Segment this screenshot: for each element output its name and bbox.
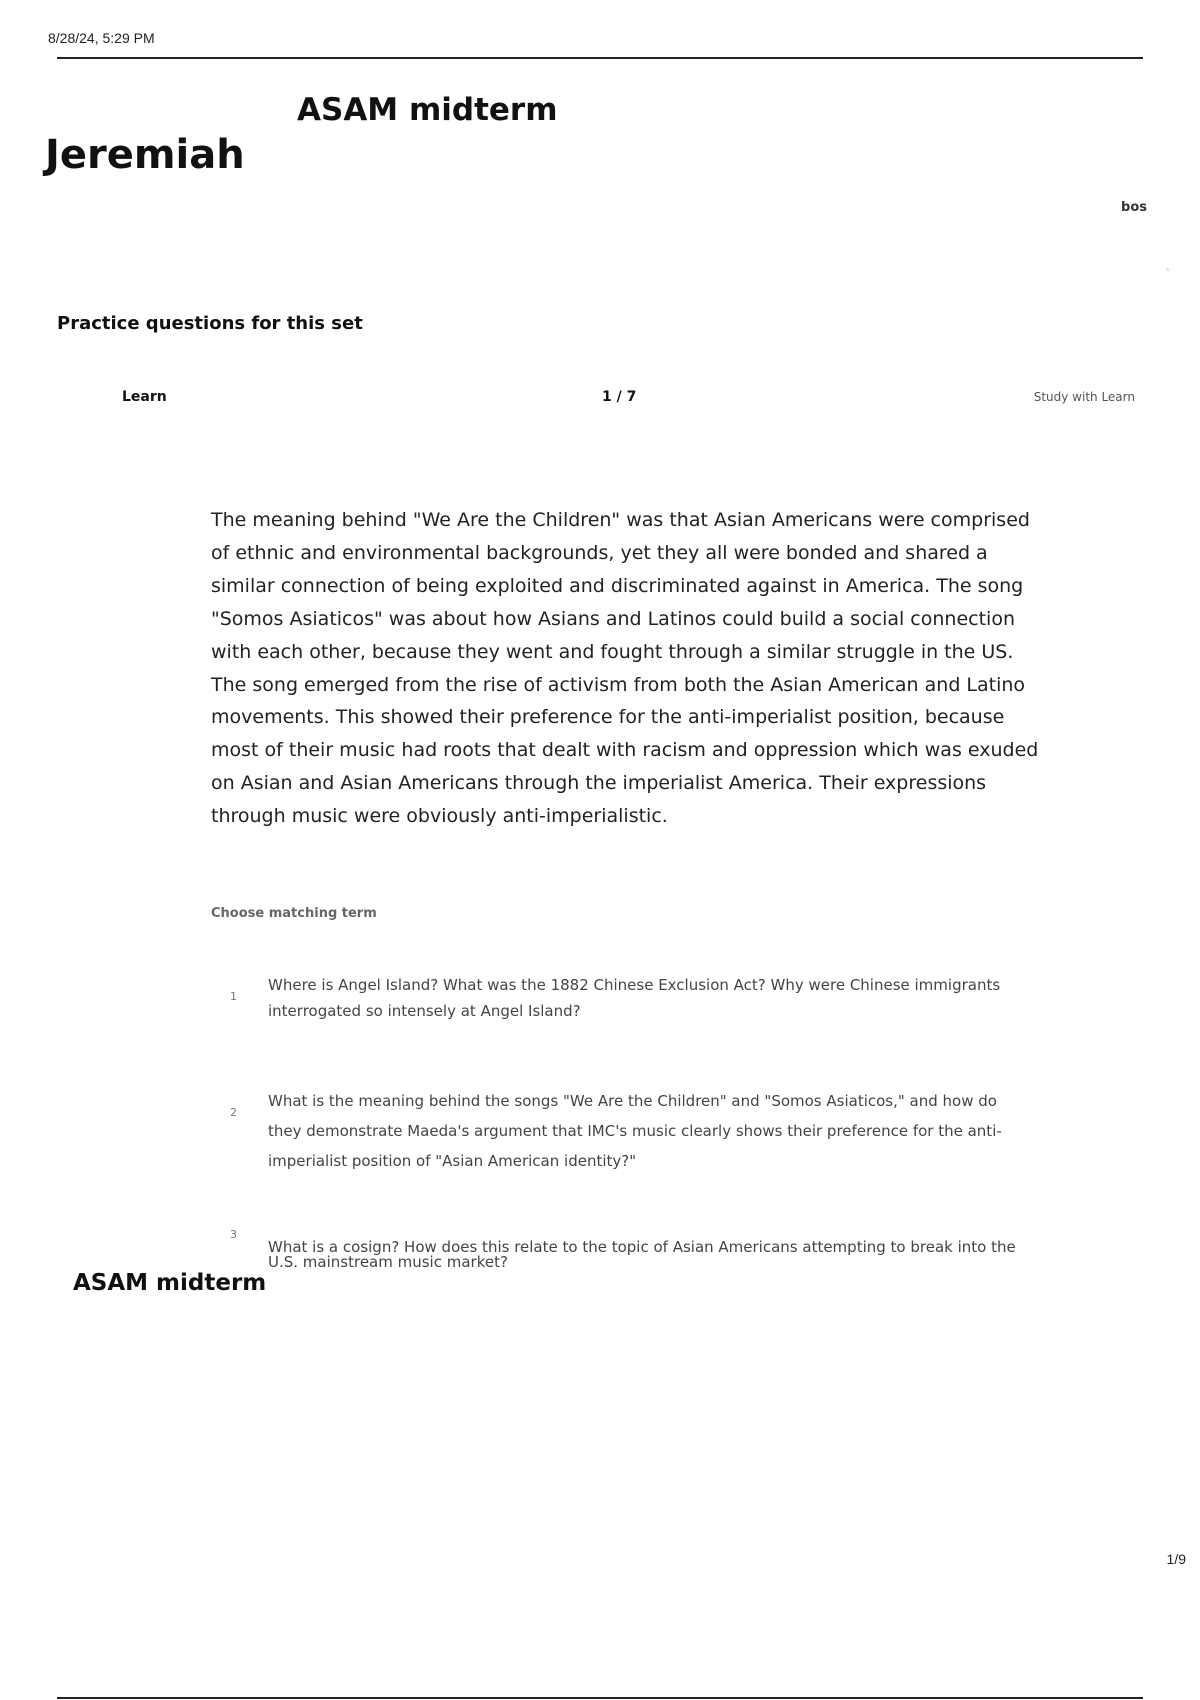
choose-matching-term-label: Choose matching term	[211, 906, 377, 921]
set-title-footer: ASAM midterm	[73, 1270, 267, 1296]
option-number: 2	[230, 1106, 237, 1119]
answer-option-2[interactable]	[230, 1082, 1030, 1170]
decorative-dot	[1166, 268, 1169, 271]
progress-counter: 1 / 7	[602, 389, 637, 405]
header-divider	[57, 57, 1143, 59]
option-number: 1	[230, 990, 237, 1003]
definition-text: The meaning behind "We Are the Children" was that Asian Americans were comprised of ethnic and environmental backgrounds, yet they all were bonded and shared a similar connection of being exploited and discriminated against in America. The song "Somos Asiaticos" was about how Asians and Latinos could build a social connection with each other, because they went and fought through a similar struggle in the US. The song emerged from the rise of activism from both the Asian American and Latino movements. This showed their preference for the anti-imperialist position, because most of their music had roots that dealt with racism and oppression which was exuded on Asian and Asian Americans through the imperialist America. Their expressions through music were obviously anti-imperialistic.	[211, 509, 1039, 828]
set-title: ASAM midterm	[297, 92, 558, 128]
answer-option-1[interactable]	[230, 968, 1030, 1028]
footer-divider	[57, 1697, 1143, 1699]
option-text: What is the meaning behind the songs "We Are the Children" and "Somos Asiaticos," and how do they demonstrate Maeda's argument that IMC's music clearly shows their preference for the anti-imperialist position of "Asian American identity?"	[268, 1092, 1002, 1170]
page-number: 1/9	[1166, 1551, 1186, 1567]
study-with-learn-link[interactable]: Study with Learn	[1033, 390, 1135, 404]
practice-heading: Practice questions for this set	[57, 313, 363, 334]
author-tag: bos	[1121, 200, 1147, 215]
option-text: Where is Angel Island? What was the 1882 Chinese Exclusion Act? Why were Chinese immigrants interrogated so intensely at Angel Island?	[268, 976, 1001, 1020]
mode-label: Learn	[122, 389, 167, 405]
option-text: What is a cosign? How does this relate to the topic of Asian Americans attempting to break into the U.S. mainstream music market?	[268, 1238, 1016, 1271]
answer-option-3[interactable]	[230, 1226, 1030, 1271]
option-number: 3	[230, 1228, 237, 1241]
author-name: Jeremiah	[45, 132, 245, 178]
print-date: 8/28/24, 5:29 PM	[48, 30, 155, 46]
